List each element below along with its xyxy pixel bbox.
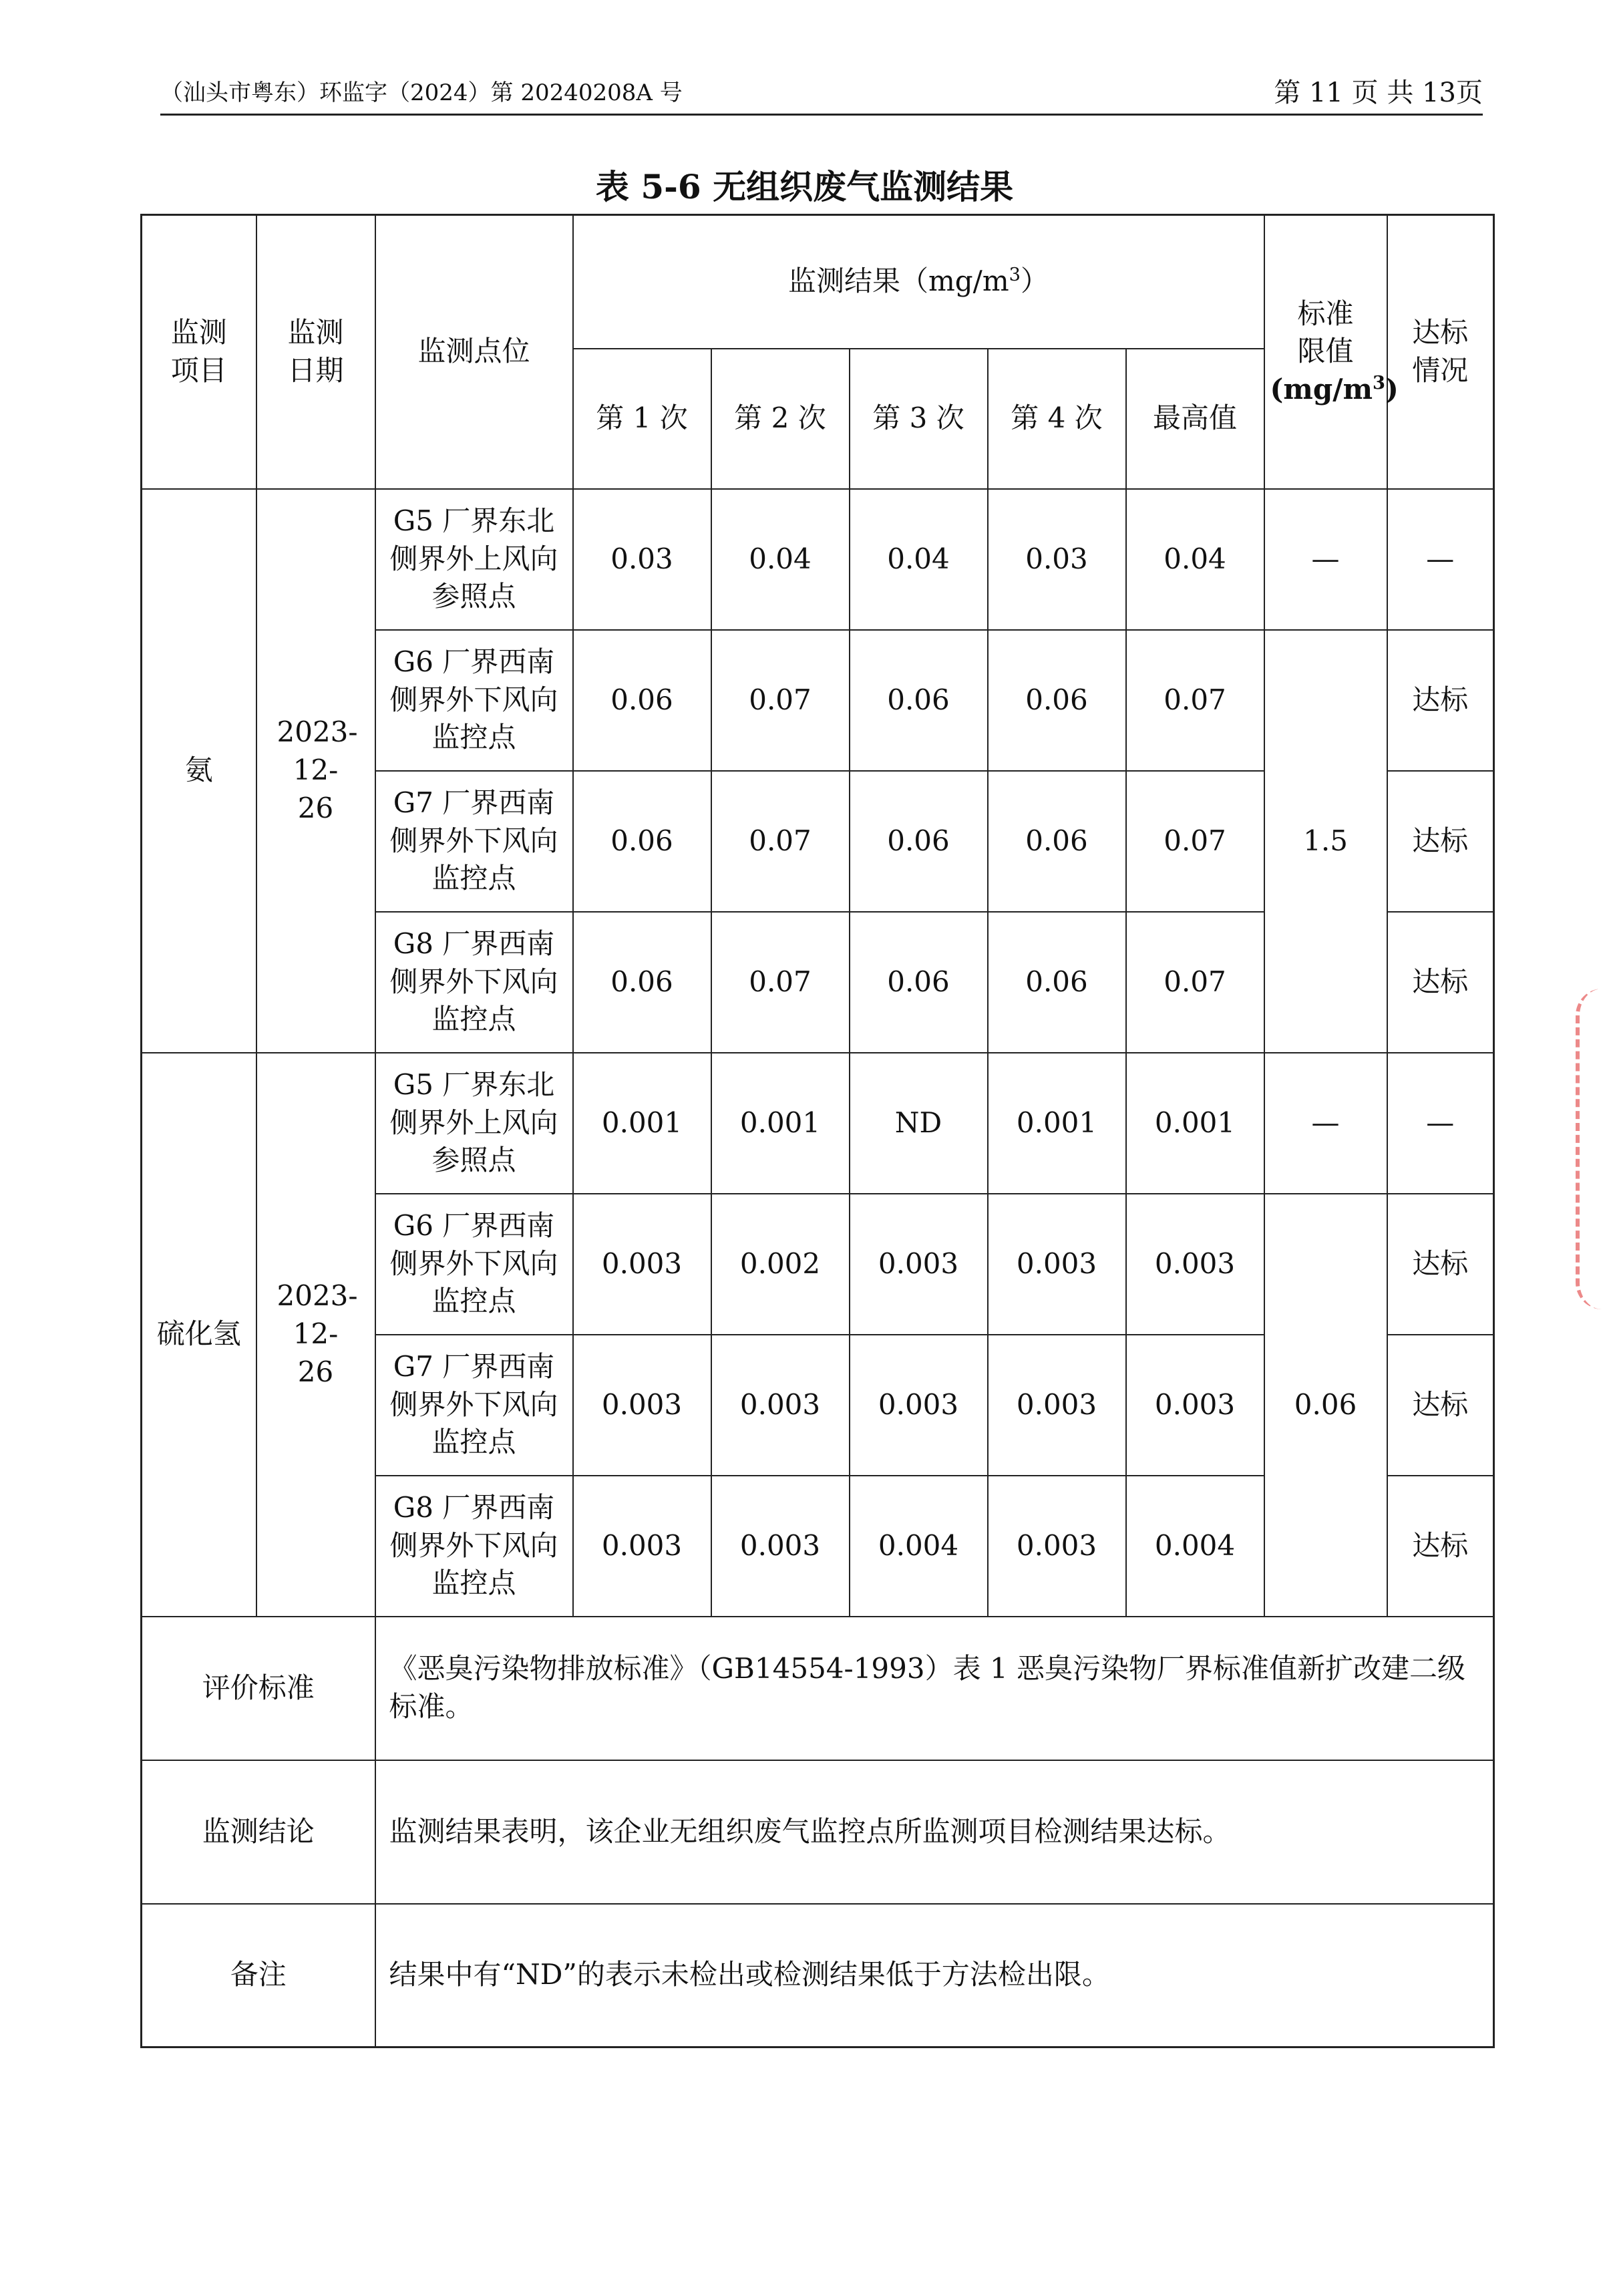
compliance-status: —: [1387, 1053, 1494, 1194]
run-value: 0.04: [711, 489, 850, 630]
max-value: 0.003: [1126, 1194, 1264, 1335]
compliance-status: 达标: [1387, 1476, 1494, 1617]
run-value: 0.003: [711, 1476, 850, 1617]
max-value: 0.07: [1126, 630, 1264, 771]
monitoring-point: G6 厂界西南侧界外下风向监控点: [375, 630, 573, 771]
col-header-run4: 第 4 次: [988, 349, 1126, 489]
run-value: 0.03: [988, 489, 1126, 630]
run-value: 0.06: [988, 771, 1126, 912]
seal-stamp-edge: [1576, 989, 1609, 1309]
footer-row: [142, 1760, 1494, 1904]
monitoring-date: 2023-12-26: [256, 489, 375, 1053]
run-value: 0.06: [988, 630, 1126, 771]
run-value: ND: [850, 1053, 988, 1194]
footer-text: 《恶臭污染物排放标准》（GB14554-1993）表 1 恶臭污染物厂界标准值新扩改建二级标准。: [375, 1617, 1494, 1760]
footer-label: 备注: [142, 1904, 375, 2047]
max-value: 0.001: [1126, 1053, 1264, 1194]
run-value: 0.003: [988, 1194, 1126, 1335]
run-value: 0.06: [850, 630, 988, 771]
footer-text: 结果中有“ND”的表示未检出或检测结果低于方法检出限。: [375, 1904, 1494, 2047]
run-value: 0.003: [850, 1194, 988, 1335]
table-row: [142, 489, 1494, 630]
monitoring-point: G8 厂界西南侧界外下风向监控点: [375, 1476, 573, 1617]
run-value: 0.003: [850, 1335, 988, 1476]
run-value: 0.003: [573, 1476, 711, 1617]
run-value: 0.06: [850, 771, 988, 912]
run-value: 0.003: [573, 1335, 711, 1476]
monitoring-point: G7 厂界西南侧界外下风向监控点: [375, 1335, 573, 1476]
max-value: 0.07: [1126, 912, 1264, 1053]
col-header-item: 监测项目: [142, 215, 256, 489]
monitoring-item: 氨: [142, 489, 256, 1053]
compliance-status: 达标: [1387, 1194, 1494, 1335]
col-header-max: 最高值: [1126, 349, 1264, 489]
report-number: （汕头市粤东）环监字（2024）第 20240208A 号: [160, 79, 683, 106]
run-value: 0.07: [711, 771, 850, 912]
monitoring-point: G6 厂界西南侧界外下风向监控点: [375, 1194, 573, 1335]
table-row: [142, 1053, 1494, 1194]
run-value: 0.06: [573, 912, 711, 1053]
monitoring-point: G5 厂界东北侧界外上风向参照点: [375, 1053, 573, 1194]
compliance-status: 达标: [1387, 771, 1494, 912]
limit-value: 1.5: [1264, 630, 1387, 1053]
col-header-date: 监测日期: [256, 215, 375, 489]
footer-row: [142, 1904, 1494, 2047]
run-value: 0.07: [711, 912, 850, 1053]
col-header-run2: 第 2 次: [711, 349, 850, 489]
col-header-results-group: 监测结果$(mg/m^3)$: [573, 215, 1264, 349]
footer-label: 监测结论: [142, 1760, 375, 1904]
footer-text: 监测结果表明，该企业无组织废气监控点所监测项目检测结果达标。: [375, 1760, 1494, 1904]
col-header-run1: 第 1 次: [573, 349, 711, 489]
run-value: 0.001: [573, 1053, 711, 1194]
run-value: 0.003: [573, 1194, 711, 1335]
run-value: 0.06: [988, 912, 1126, 1053]
monitoring-point: G5 厂界东北侧界外上风向参照点: [375, 489, 573, 630]
limit-value: —: [1264, 1053, 1387, 1194]
compliance-status: 达标: [1387, 912, 1494, 1053]
run-value: 0.003: [988, 1476, 1126, 1617]
max-value: 0.003: [1126, 1335, 1264, 1476]
footer-label: 评价标准: [142, 1617, 375, 1760]
max-value: 0.07: [1126, 771, 1264, 912]
footer-row: [142, 1617, 1494, 1760]
monitoring-point: G7 厂界西南侧界外下风向监控点: [375, 771, 573, 912]
run-value: 0.002: [711, 1194, 850, 1335]
max-value: 0.04: [1126, 489, 1264, 630]
limit-value: —: [1264, 489, 1387, 630]
monitoring-date: 2023-12-26: [256, 1053, 375, 1617]
run-value: 0.06: [573, 630, 711, 771]
run-value: 0.06: [850, 912, 988, 1053]
limit-value: 0.06: [1264, 1194, 1387, 1617]
compliance-status: —: [1387, 489, 1494, 630]
monitoring-point: G8 厂界西南侧界外下风向监控点: [375, 912, 573, 1053]
col-header-compliance: 达标情况: [1387, 215, 1494, 489]
run-value: 0.003: [711, 1335, 850, 1476]
monitoring-item: 硫化氢: [142, 1053, 256, 1617]
table-title: 表 5-6 无组织废气监测结果: [595, 167, 1014, 206]
run-value: 0.001: [711, 1053, 850, 1194]
max-value: 0.004: [1126, 1476, 1264, 1617]
col-header-run3: 第 3 次: [850, 349, 988, 489]
run-value: 0.07: [711, 630, 850, 771]
page-number: 第 11 页 共 13页: [1274, 77, 1483, 108]
run-value: 0.04: [850, 489, 988, 630]
monitoring-results-table: [140, 214, 1495, 2048]
run-value: 0.03: [573, 489, 711, 630]
run-value: 0.003: [988, 1335, 1126, 1476]
run-value: 0.004: [850, 1476, 988, 1617]
header-row-1: [142, 215, 1494, 349]
compliance-status: 达标: [1387, 630, 1494, 771]
compliance-status: 达标: [1387, 1335, 1494, 1476]
page-header: [160, 67, 1483, 116]
col-header-point: 监测点位: [375, 215, 573, 489]
col-header-limit: 标准 限值 $(mg/m^3)$: [1264, 215, 1387, 489]
run-value: 0.001: [988, 1053, 1126, 1194]
run-value: 0.06: [573, 771, 711, 912]
